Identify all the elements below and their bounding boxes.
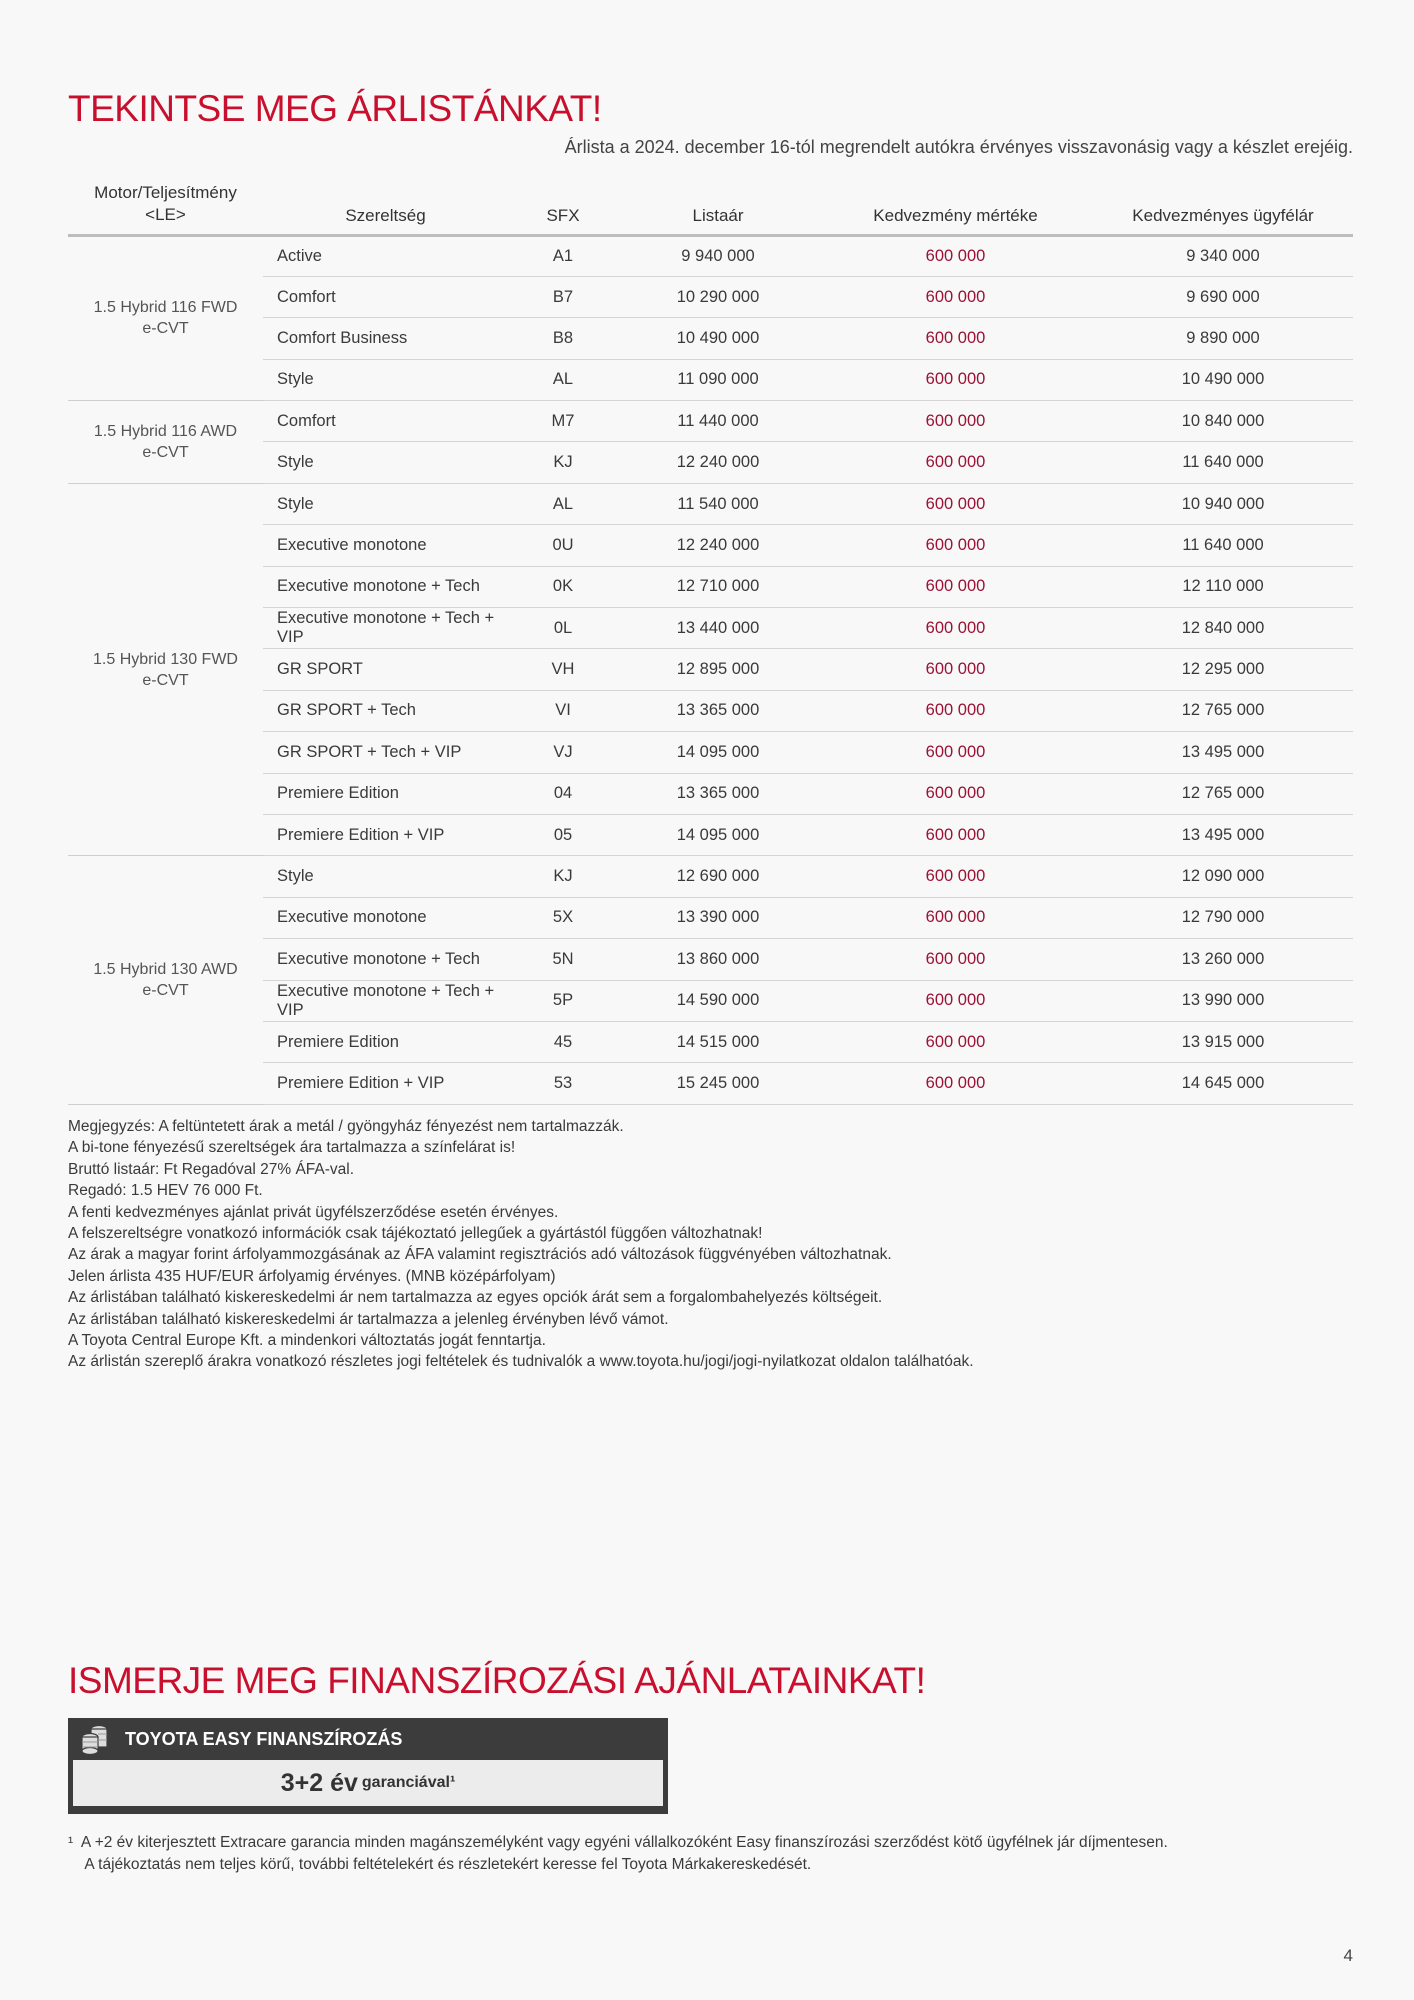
list-price-cell: 11 440 000 — [618, 401, 818, 442]
price-list-validity: Árlista a 2024. december 16-tól megrendelt autókra érvényes visszavonásig vagy a készlet erejéig. — [564, 137, 1353, 157]
warranty-years: 3+2 év — [280, 1768, 358, 1797]
list-price-cell: 12 240 000 — [618, 525, 818, 566]
sfx-cell: 53 — [508, 1063, 618, 1104]
discount-cell: 600 000 — [818, 980, 1093, 1021]
list-price-cell: 14 095 000 — [618, 732, 818, 773]
list-price-cell: 11 090 000 — [618, 359, 818, 400]
discount-cell: 600 000 — [818, 442, 1093, 483]
discount-cell: 600 000 — [818, 1063, 1093, 1104]
discount-cell: 600 000 — [818, 566, 1093, 607]
final-price-cell: 11 640 000 — [1093, 525, 1353, 566]
list-price-cell: 14 515 000 — [618, 1021, 818, 1062]
note-line: A fenti kedvezményes ajánlat privát ügyfélszerződése esetén érvényes. — [68, 1203, 559, 1221]
trim-cell: Executive monotone + Tech — [263, 939, 508, 980]
note-line: Az árak a magyar forint árfolyammozgásának az ÁFA valamint regisztrációs adó változások függvényében változhatnak. — [68, 1246, 892, 1264]
trim-cell: GR SPORT — [263, 649, 508, 690]
footnote — [68, 1832, 1168, 1875]
motor-cell: 1.5 Hybrid 130 AWD e-CVT — [68, 856, 263, 1104]
note-line: Regadó: 1.5 HEV 76 000 Ft. — [68, 1182, 263, 1200]
discount-cell: 600 000 — [818, 318, 1093, 359]
trim-cell: Comfort Business — [263, 318, 508, 359]
final-price-cell: 13 495 000 — [1093, 814, 1353, 855]
final-price-cell: 10 840 000 — [1093, 401, 1353, 442]
final-price-cell: 10 490 000 — [1093, 359, 1353, 400]
final-price-cell: 11 640 000 — [1093, 442, 1353, 483]
sfx-cell: VH — [508, 649, 618, 690]
sfx-cell: AL — [508, 483, 618, 524]
note-line: Megjegyzés: A feltüntetett árak a metál / gyöngyház fényezést nem tartalmazzák. — [68, 1118, 624, 1135]
final-price-cell: 12 765 000 — [1093, 690, 1353, 731]
final-price-cell: 9 340 000 — [1093, 235, 1353, 276]
list-price-cell: 13 365 000 — [618, 690, 818, 731]
final-price-cell: 13 260 000 — [1093, 939, 1353, 980]
sfx-cell: 5P — [508, 980, 618, 1021]
trim-cell: Style — [263, 359, 508, 400]
coins-icon — [73, 1723, 117, 1755]
header-list-price: Listaár — [618, 178, 818, 235]
warranty-label: garanciával¹ — [361, 1774, 456, 1791]
trim-cell: Executive monotone + Tech — [263, 566, 508, 607]
note-line: Az árlistában található kiskereskedelmi ár tartalmazza a jelenleg érvényben lévő vámot. — [68, 1310, 669, 1328]
discount-cell: 600 000 — [818, 939, 1093, 980]
discount-cell: 600 000 — [818, 814, 1093, 855]
sfx-cell: B7 — [508, 276, 618, 317]
finance-title: ISMERJE MEG FINANSZÍROZÁSI AJÁNLATAINKAT! — [68, 1660, 926, 1701]
trim-cell: Active — [263, 235, 508, 276]
page-title: TEKINTSE MEG ÁRLISTÁNKAT! — [68, 88, 602, 129]
trim-cell: GR SPORT + Tech — [263, 690, 508, 731]
list-price-cell: 14 095 000 — [618, 814, 818, 855]
trim-cell: Executive monotone + Tech + VIP — [263, 980, 508, 1021]
note-line: Bruttó listaár: Ft Regadóval 27% ÁFA-val. — [68, 1160, 355, 1178]
final-price-cell: 13 990 000 — [1093, 980, 1353, 1021]
trim-cell: Executive monotone + Tech + VIP — [263, 608, 508, 649]
list-price-cell: 12 240 000 — [618, 442, 818, 483]
final-price-cell: 12 790 000 — [1093, 897, 1353, 938]
list-price-cell: 10 290 000 — [618, 276, 818, 317]
header-final-price: Kedvezményes ügyfélár — [1093, 178, 1353, 235]
trim-cell: GR SPORT + Tech + VIP — [263, 732, 508, 773]
notes — [68, 1116, 974, 1373]
trim-cell: Executive monotone — [263, 897, 508, 938]
sfx-cell: 5N — [508, 939, 618, 980]
trim-cell: Premiere Edition — [263, 1021, 508, 1062]
finance-box-title: TOYOTA EASY FINANSZÍROZÁS — [125, 1728, 403, 1749]
sfx-cell: AL — [508, 359, 618, 400]
header-trim: Szereltség — [263, 178, 508, 235]
motor-cell: 1.5 Hybrid 116 FWD e-CVT — [68, 235, 263, 401]
sfx-cell: VJ — [508, 732, 618, 773]
table-row — [68, 235, 1353, 276]
discount-cell: 600 000 — [818, 649, 1093, 690]
discount-cell: 600 000 — [818, 401, 1093, 442]
sfx-cell: A1 — [508, 235, 618, 276]
footnote-line: A tájékoztatás nem teljes körű, további feltételekért és részletekért keresse fel Toyota Márkakereskedését. — [68, 1855, 812, 1873]
discount-cell: 600 000 — [818, 276, 1093, 317]
sfx-cell: 45 — [508, 1021, 618, 1062]
list-price-cell: 10 490 000 — [618, 318, 818, 359]
discount-cell: 600 000 — [818, 359, 1093, 400]
page-number: 4 — [1343, 1946, 1353, 1965]
table-row — [68, 401, 1353, 442]
table-row — [68, 856, 1353, 897]
trim-cell: Comfort — [263, 276, 508, 317]
list-price-cell: 13 860 000 — [618, 939, 818, 980]
list-price-cell: 13 365 000 — [618, 773, 818, 814]
final-price-cell: 14 645 000 — [1093, 1063, 1353, 1104]
discount-cell: 600 000 — [818, 525, 1093, 566]
sfx-cell: 5X — [508, 897, 618, 938]
trim-cell: Premiere Edition + VIP — [263, 1063, 508, 1104]
price-table — [68, 178, 1353, 1105]
sfx-cell: B8 — [508, 318, 618, 359]
sfx-cell: M7 — [508, 401, 618, 442]
final-price-cell: 13 495 000 — [1093, 732, 1353, 773]
sfx-cell: 05 — [508, 814, 618, 855]
final-price-cell: 10 940 000 — [1093, 483, 1353, 524]
discount-cell: 600 000 — [818, 608, 1093, 649]
sfx-cell: 0L — [508, 608, 618, 649]
footnote-line: ¹ A +2 év kiterjesztett Extracare garancia minden magánszemélyként vagy egyéni vállalkozóként Easy finanszírozási szerződést kötő ügyfélnek jár díjmentesen. — [68, 1834, 1168, 1851]
discount-cell: 600 000 — [818, 483, 1093, 524]
list-price-cell: 9 940 000 — [618, 235, 818, 276]
trim-cell: Style — [263, 483, 508, 524]
trim-cell: Style — [263, 442, 508, 483]
list-price-cell: 12 710 000 — [618, 566, 818, 607]
list-price-cell: 15 245 000 — [618, 1063, 818, 1104]
note-line: A Toyota Central Europe Kft. a mindenkori változtatás jogát fenntartja. — [68, 1332, 546, 1350]
sfx-cell: 04 — [508, 773, 618, 814]
final-price-cell: 12 090 000 — [1093, 856, 1353, 897]
final-price-cell: 13 915 000 — [1093, 1021, 1353, 1062]
trim-cell: Executive monotone — [263, 525, 508, 566]
note-line: Az árlistában található kiskereskedelmi ár nem tartalmazza az egyes opciók árát sem a forgalombahelyezés költségeit. — [68, 1289, 883, 1307]
note-line: A felszereltségre vonatkozó információk csak tájékoztató jellegűek a gyártástól függően változhatnak! — [68, 1225, 763, 1243]
final-price-cell: 12 110 000 — [1093, 566, 1353, 607]
note-line: A bi-tone fényezésű szereltségek ára tartalmazza a színfelárat is! — [68, 1139, 516, 1157]
trim-cell: Premiere Edition — [263, 773, 508, 814]
sfx-cell: KJ — [508, 856, 618, 897]
final-price-cell: 12 765 000 — [1093, 773, 1353, 814]
discount-cell: 600 000 — [818, 690, 1093, 731]
motor-cell: 1.5 Hybrid 130 FWD e-CVT — [68, 483, 263, 856]
header-sfx: SFX — [508, 178, 618, 235]
list-price-cell: 12 690 000 — [618, 856, 818, 897]
note-line: Az árlistán szereplő árakra vonatkozó részletes jogi feltételek és tudnivalók a www.toyota.hu/jogi/jogi-nyilatkozat oldalon találhatóak. — [68, 1353, 974, 1371]
sfx-cell: 0K — [508, 566, 618, 607]
discount-cell: 600 000 — [818, 856, 1093, 897]
header-motor: Motor/Teljesítmény <LE> — [68, 178, 263, 235]
sfx-cell: KJ — [508, 442, 618, 483]
sfx-cell: 0U — [508, 525, 618, 566]
discount-cell: 600 000 — [818, 732, 1093, 773]
sfx-cell: VI — [508, 690, 618, 731]
list-price-cell: 13 390 000 — [618, 897, 818, 938]
final-price-cell: 9 890 000 — [1093, 318, 1353, 359]
list-price-cell: 11 540 000 — [618, 483, 818, 524]
header-discount: Kedvezmény mértéke — [818, 178, 1093, 235]
trim-cell: Style — [263, 856, 508, 897]
list-price-cell: 13 440 000 — [618, 608, 818, 649]
final-price-cell: 9 690 000 — [1093, 276, 1353, 317]
trim-cell: Comfort — [263, 401, 508, 442]
final-price-cell: 12 840 000 — [1093, 608, 1353, 649]
table-row — [68, 483, 1353, 524]
discount-cell: 600 000 — [818, 773, 1093, 814]
discount-cell: 600 000 — [818, 235, 1093, 276]
discount-cell: 600 000 — [818, 1021, 1093, 1062]
list-price-cell: 14 590 000 — [618, 980, 818, 1021]
trim-cell: Premiere Edition + VIP — [263, 814, 508, 855]
finance-box — [68, 1718, 668, 1814]
motor-cell: 1.5 Hybrid 116 AWD e-CVT — [68, 401, 263, 484]
note-line: Jelen árlista 435 HUF/EUR árfolyamig érvényes. (MNB középárfolyam) — [68, 1267, 556, 1285]
final-price-cell: 12 295 000 — [1093, 649, 1353, 690]
discount-cell: 600 000 — [818, 897, 1093, 938]
list-price-cell: 12 895 000 — [618, 649, 818, 690]
